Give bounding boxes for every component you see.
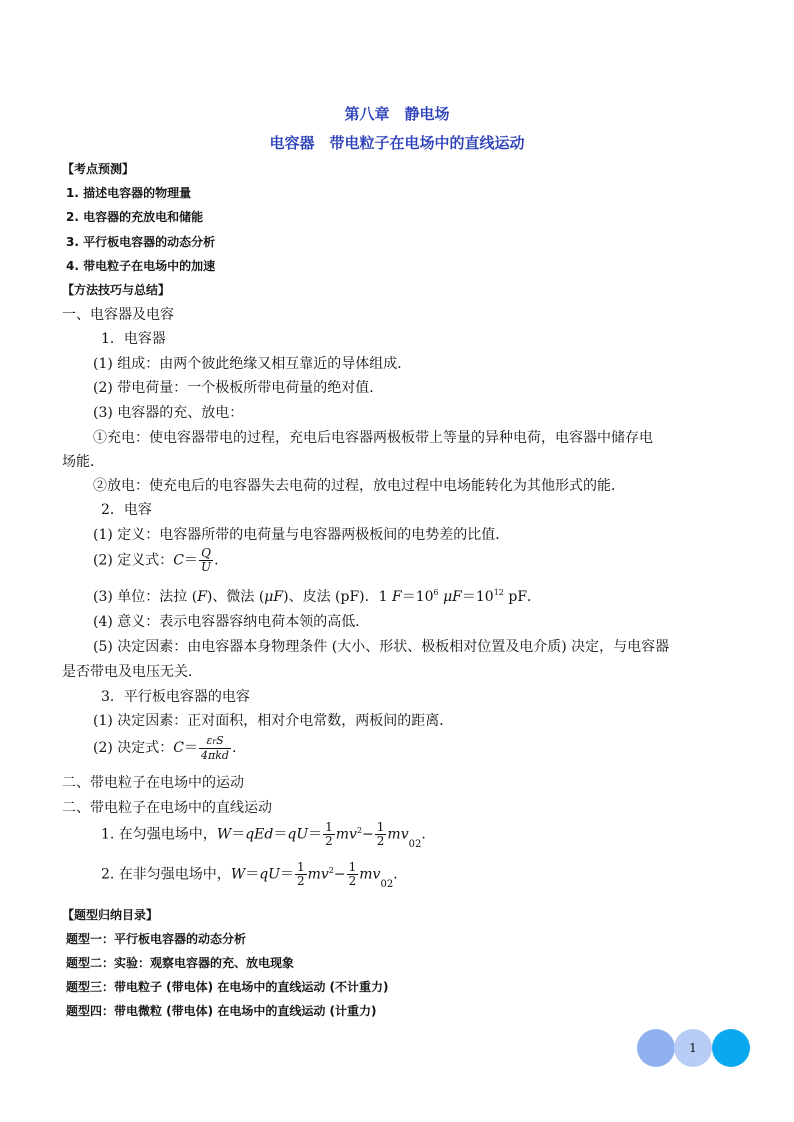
heading-capacitor: 一、电容器及电容 (62, 307, 174, 323)
types-item: 题型四：带电微粒 (带电体) 在电场中的直线运动 (计重力) (66, 1004, 377, 1018)
paragraph-units: (3) 单位：法拉 (F)、微法 (μF)、皮法 (pF)．1 $F=10^6$ $\mu F=10^{12}$ pF． (93, 588, 542, 605)
paragraph: (2) 带电荷量：一个极板所带电荷量的绝对值． (93, 380, 384, 396)
formula-determinant: (2) 决定式：C＝ $\frac{\text{εrS}}{\text{4πkd}}$ . (93, 734, 237, 762)
forecast-item: 3. 平行板电容器的动态分析 (66, 235, 216, 249)
formula-label: (2) 定义式： (93, 552, 174, 569)
subheading-parallel-plate: 3．平行板电容器的电容 (101, 689, 250, 705)
paragraph: (5) 决定因素：由电容器本身物理条件 (大小、形状、极板相对位置及电介质) 决定，与电容器 (93, 639, 670, 655)
paragraph: ①充电：使电容器带电的过程，充电后电容器两极板带上等量的异种电荷，电容器中储存电 (93, 430, 653, 446)
types-item: 题型二：实验：观察电容器的充、放电现象 (66, 956, 295, 970)
paragraph: (1) 定义：电容器所带的电荷量与电容器两极板间的电势差的比值． (93, 527, 510, 543)
section-title: 电容器 带电粒子在电场中的直线运动 (269, 134, 525, 152)
subheading-capacitance: 2．电容 (101, 502, 152, 518)
paragraph: (1) 决定因素：正对面积，相对介电常数，两板间的距离． (93, 713, 454, 729)
types-item: 题型一：平行板电容器的动态分析 (66, 932, 247, 946)
page-badge-right (712, 1029, 750, 1067)
paragraph: (1) 组成：由两个彼此绝缘又相互靠近的导体组成． (93, 356, 412, 372)
formula-definition: (2) 定义式：C＝ $\frac{Q}{U}$ . (93, 546, 219, 574)
methods-heading: 【方法技巧与总结】 (62, 283, 171, 297)
page-badge-left (637, 1029, 675, 1067)
formula-nonuniform-field: 2. 在非匀强电场中，W＝qU＝ $\frac{1}{2}$ $mv^2-$ $\frac{1}{2}$ $mv_{02}$. (101, 860, 398, 890)
page-number: 1 (674, 1029, 712, 1067)
formula-uniform-field: 1. 在匀强电场中，W＝qEd＝qU＝ $\frac{1}{2}$ $mv^2-$ $\frac{1}{2}$ $mv_{02}$. (101, 820, 426, 850)
paragraph: (4) 意义：表示电容器容纳电荷本领的高低． (93, 614, 370, 630)
heading-linear-motion: 二、带电粒子在电场中的直线运动 (62, 800, 272, 816)
subheading-capacitor: 1．电容器 (101, 331, 166, 347)
types-heading: 【题型归纳目录】 (62, 908, 159, 922)
types-item: 题型三：带电粒子 (带电体) 在电场中的直线运动 (不计重力) (66, 980, 389, 994)
forecast-item: 4. 带电粒子在电场中的加速 (66, 259, 216, 273)
forecast-item: 1. 描述电容器的物理量 (66, 186, 192, 200)
heading-motion: 二、带电粒子在电场中的运动 (62, 775, 244, 791)
chapter-title: 第八章 静电场 (344, 105, 450, 123)
forecast-item: 2. 电容器的充放电和储能 (66, 210, 204, 224)
paragraph: ②放电：使充电后的电容器失去电荷的过程，放电过程中电场能转化为其他形式的能． (93, 478, 625, 494)
paragraph: (3) 电容器的充、放电： (93, 405, 244, 421)
paragraph: 场能． (62, 454, 104, 470)
paragraph: 是否带电及电压无关． (62, 664, 202, 680)
forecast-heading: 【考点预测】 (62, 162, 135, 176)
